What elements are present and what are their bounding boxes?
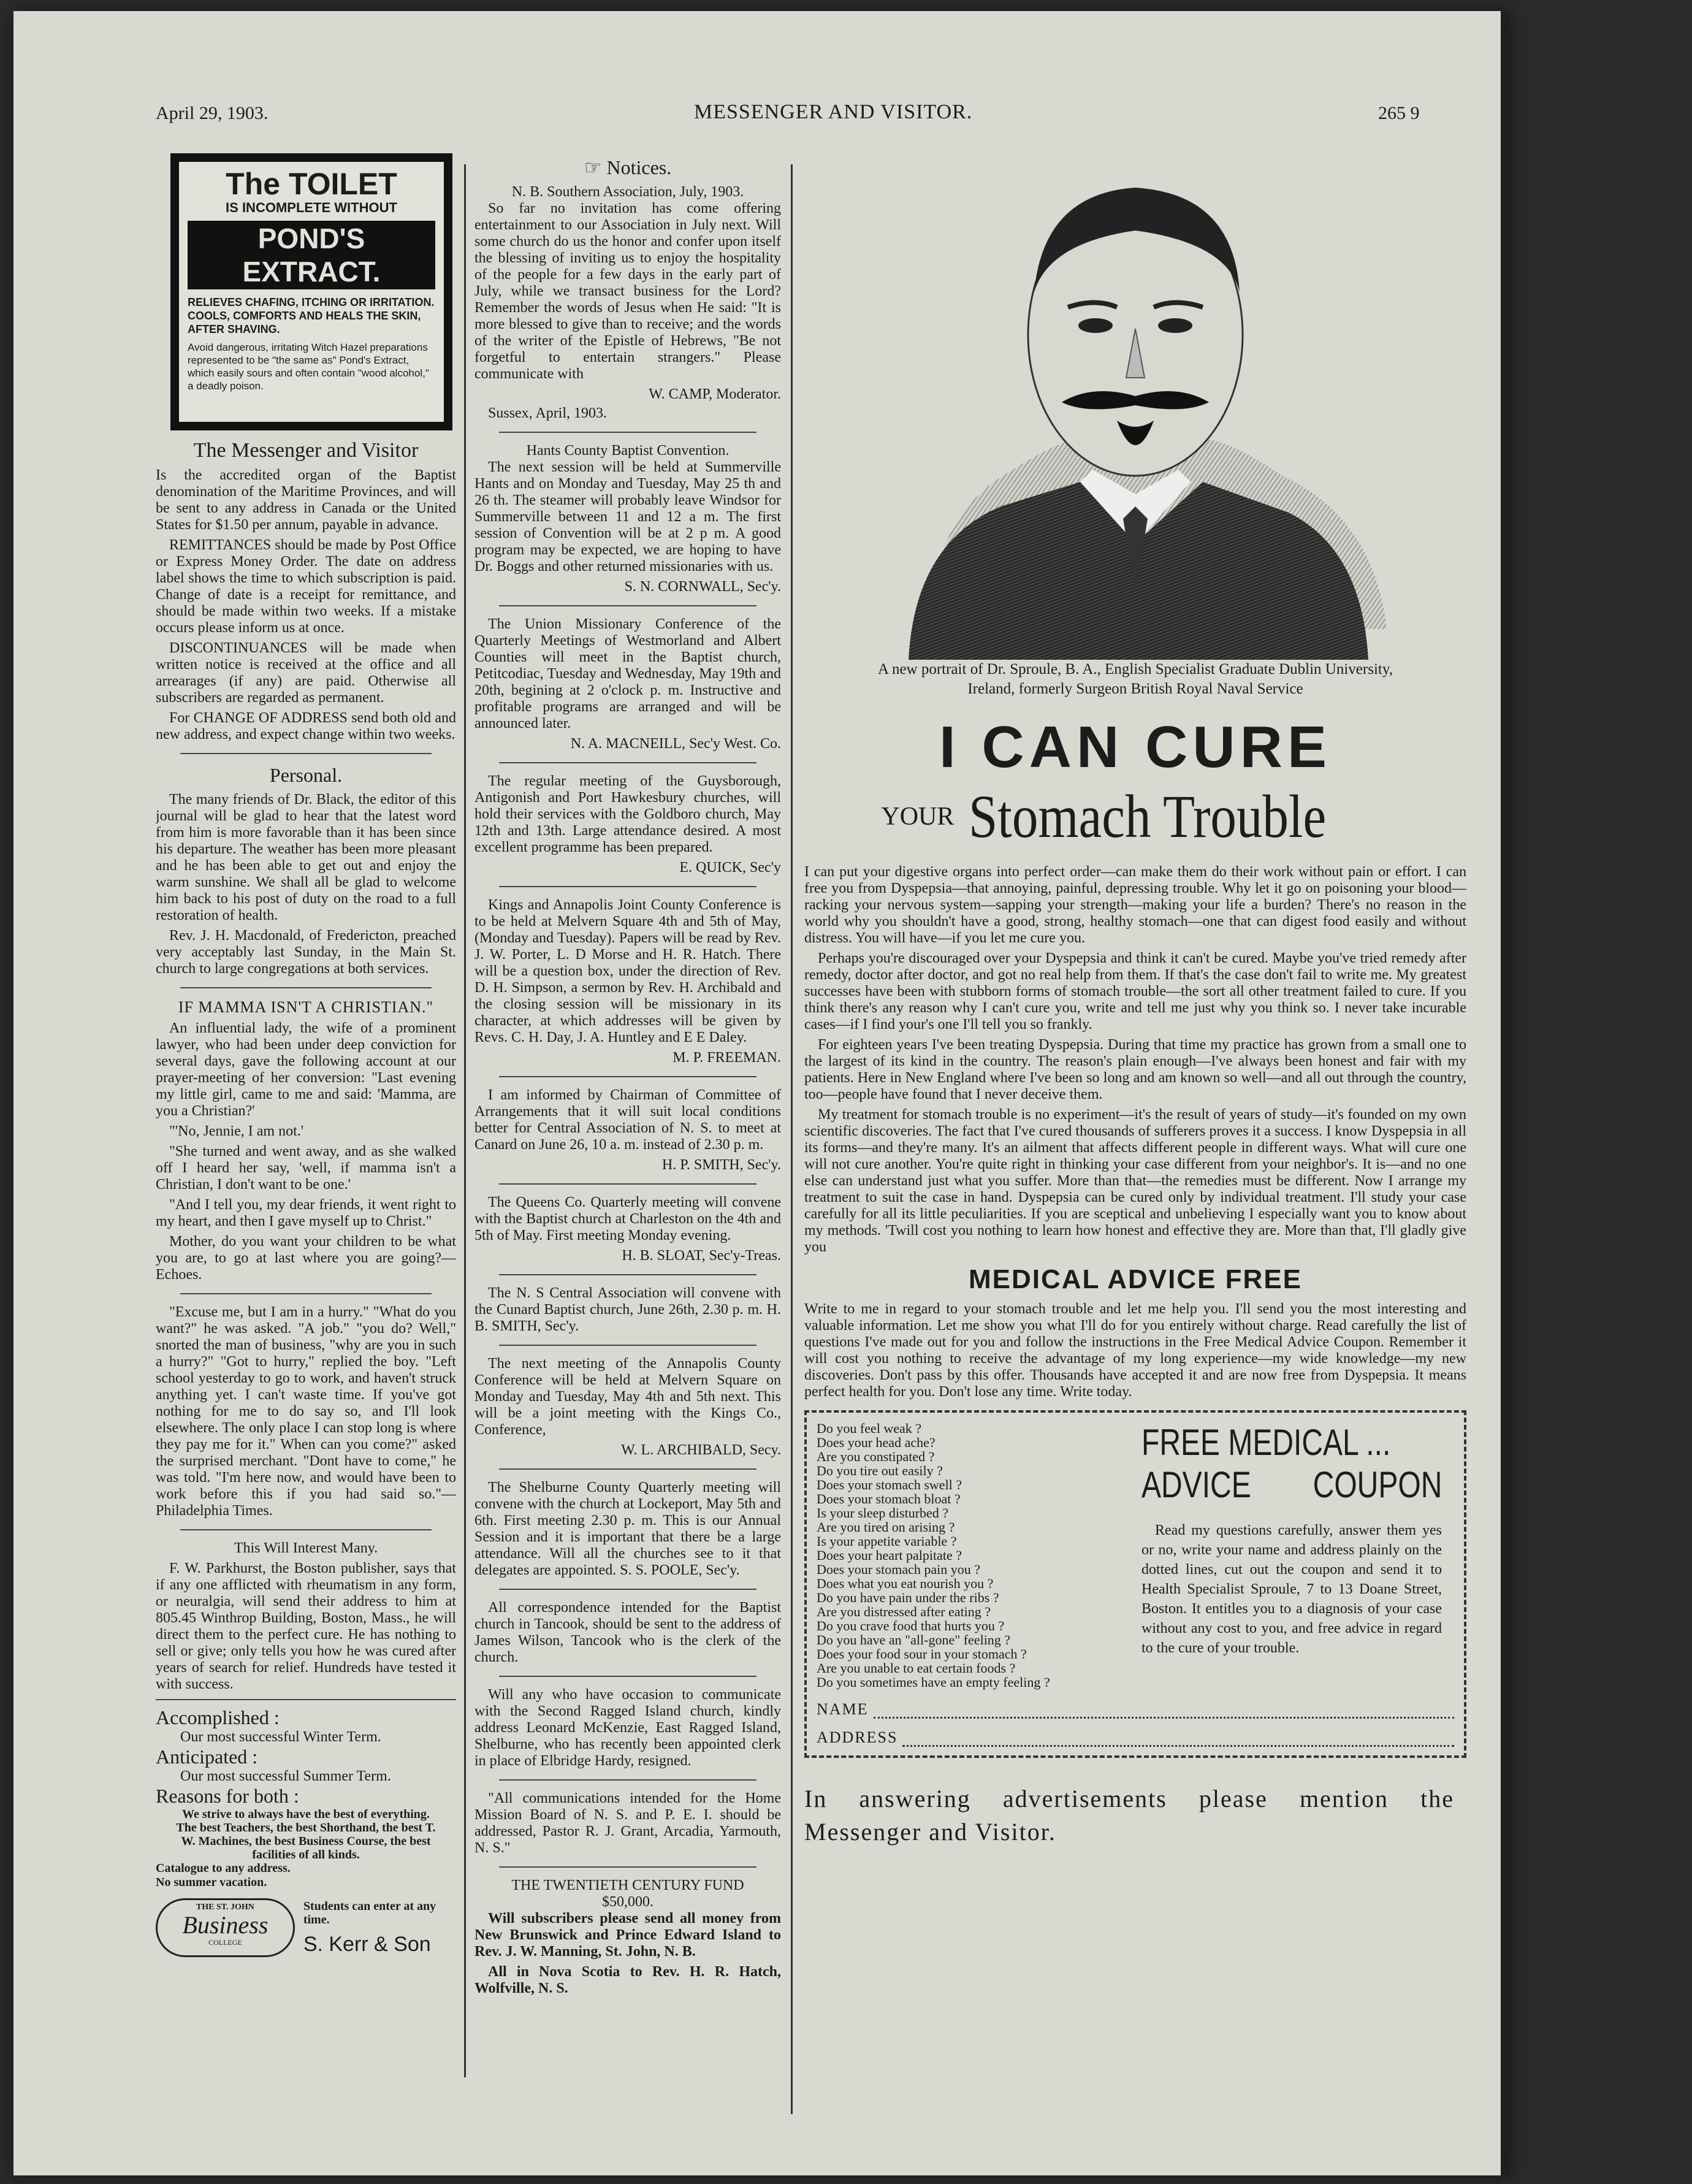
name-field[interactable] [874, 1702, 1454, 1719]
doctor-portrait [859, 151, 1411, 660]
business-college-logo [156, 1898, 295, 1957]
coupon-question: Do you have an "all-gone" feeling ? [817, 1632, 1011, 1648]
mv-paragraph-3: DISCONTINUANCES will be made when written notice is received at the office and all arrearages (if any) are paid. Otherwise all subscribers are regarded as permanent. [156, 640, 456, 706]
coupon [804, 1410, 1466, 1758]
ponds-line-avoid: Avoid dangerous, irritating Witch Hazel preparations represented to be "the same as" Pond's Extract, which easily sours and often contain "wood alcohol," a deadly poison. [188, 342, 429, 392]
mv-title: The Messenger and Visitor [193, 439, 419, 462]
coupon-question: Do you sometimes have an empty feeling ? [817, 1674, 1050, 1690]
divider [156, 1699, 456, 1700]
kerr-name: S. Kerr & Son [303, 1932, 431, 1956]
pointing-hand-icon: ☞ [584, 156, 607, 178]
personal-paragraph-2: Rev. J. H. Macdonald, of Fredericton, preached very acceptably last Sunday, in the Main St. church to large congregations at both services. [156, 928, 456, 977]
divider [499, 1779, 756, 1781]
newspaper-page [13, 11, 1509, 2175]
fund-title: THE TWENTIETH CENTURY FUND [511, 1877, 744, 1893]
coupon-title-1: FREE MEDICAL ... [1141, 1422, 1391, 1463]
anticipated-heading: Anticipated : [156, 1746, 258, 1768]
notice-1-body: So far no invitation has come offering entertainment to our Association in July next. Will some church do us the honor and confer upon itself the blessing of inviting us to enjoy the hospitality of the people for a few days in the early part of July, while we transact business for the Lord? Remember the words of Jesus when He said: "It is more blessed to give than to receive; and the words of the writer of the Epistle of Hebrews, "Be not forgetful to entertain strangers." Please communicate with [474, 200, 781, 382]
notice-7-body: The Queens Co. Quarterly meeting will convene with the Baptist church at Charleston on the 4th and 5th of May. First meeting Monday evening. [474, 1194, 781, 1243]
coupon-question: Is your appetite variable ? [817, 1533, 957, 1549]
ad-headline: I CAN CURE [939, 714, 1332, 780]
divider [499, 1183, 756, 1185]
logo-bottom-text: COLLEGE [208, 1938, 242, 1947]
anticipated-text: Our most successful Summer Term. [180, 1768, 391, 1784]
coupon-question: Does your head ache? [817, 1435, 936, 1450]
coupon-title-advice: ADVICE [1141, 1464, 1251, 1505]
divider [180, 753, 432, 754]
divider [499, 1274, 756, 1275]
mamma-paragraph-1: An influential lady, the wife of a prominent lawyer, who had been under deep conviction for several days, gave the following account at our prayer-meeting of her conversion: "Last evening my little girl, came to me and said: 'Mamma, are you a Christian?' [156, 1020, 456, 1119]
mamma-paragraph-5: Mother, do you want your children to be what you are, to go at last where you are going?—Echoes. [156, 1234, 456, 1283]
ad-paragraph-3: For eighteen years I've been treating Dyspepsia. During that time my practice has grown from a small one to the largest of its kind in the country. The reason's plain enough—I've always been honest and fair with my patients. Here in New England where I've been so long and am known so well—and all out through the country, too—people have found that I never deceive them. [804, 1037, 1466, 1102]
coupon-question: Are you constipated ? [817, 1449, 935, 1464]
coupon-question: Is your sleep disturbed ? [817, 1505, 949, 1521]
divider [180, 1529, 432, 1530]
ponds-line-name: POND'S EXTRACT. [188, 221, 435, 289]
address-field[interactable] [902, 1730, 1454, 1747]
divider [499, 605, 756, 606]
coupon-body: Read my questions carefully, answer them yes or no, write your name and address plainly on the dotted lines, cut out the coupon and send it to Health Specialist Sproule, 7 to 13 Doane Street, Boston. It entitles you to a diagnosis of your case without any cost to you, and free advice in regard to the cure of your trouble. [1141, 1522, 1442, 1656]
mamma-paragraph-2: "'No, Jennie, I am not.' [169, 1123, 304, 1139]
ponds-line-toilet: The TOILET [226, 167, 397, 201]
column-rule-2 [791, 164, 793, 2114]
interest-paragraph: F. W. Parkhurst, the Boston publisher, says that if any one afflicted with rheumatism in any form, or neuralgia, will send their address to him at 805.45 Winthrop Building, Boston, Mass., he will direct them to the perfect cure. He has nothing to sell or give; only tells you how he was cured after years of search for relief. Hundreds have tested it with success. [156, 1560, 456, 1692]
coupon-question: Do you crave food that hurts you ? [817, 1618, 1005, 1633]
header-page-number: 265 9 [1378, 103, 1420, 123]
notice-1-head: N. B. Southern Association, July, 1903. [511, 184, 744, 200]
coupon-address-label: ADDRESS [817, 1728, 898, 1746]
coupon-question: Does your heart palpitate ? [817, 1548, 962, 1563]
business-college-ad [156, 1706, 456, 1957]
ad-stomach-trouble: Stomach Trouble [969, 782, 1327, 850]
ad-your: YOUR [881, 802, 955, 831]
notice-5-signature: M. P. FREEMAN. [673, 1050, 781, 1066]
mv-paragraph-4: For CHANGE OF ADDRESS send both old and new address, and expect change within two weeks. [156, 710, 456, 743]
column-3 [804, 151, 1466, 2150]
notice-3-body: The Union Missionary Conference of the Quarterly Meetings of Westmorland and Albert Counties will meet in the Baptist church, Petitcodiac, Tuesday and Wednesday, May 19th and 20th, begining at 2 o'clock p. m. Instructive and profitable programs are arranged and will be announced later. [474, 616, 781, 731]
ponds-line-incomplete: IS INCOMPLETE WITHOUT [226, 200, 397, 215]
coupon-title-coupon: COUPON [1313, 1464, 1442, 1505]
coupon-question: Does your stomach bloat ? [817, 1491, 961, 1506]
coupon-question: Does your stomach pain you ? [817, 1562, 980, 1577]
mamma-title: IF MAMMA ISN'T A CHRISTIAN." [178, 998, 434, 1016]
divider [499, 1676, 756, 1677]
logo-top-text: THE ST. JOHN [196, 1903, 254, 1912]
reasons-text: We strive to always have the best of everything. The best Teachers, the best Shorthand, the best T. W. Machines, the best Business Course, the best facilities of all kinds. [176, 1808, 436, 1861]
coupon-question: Does your stomach swell ? [817, 1477, 962, 1492]
notice-6-signature: H. P. SMITH, Sec'y. [661, 1157, 781, 1173]
coupon-question: Do you feel weak ? [817, 1421, 922, 1436]
divider [180, 987, 432, 988]
header-date: April 29, 1903. [156, 103, 269, 123]
reasons-heading: Reasons for both : [156, 1785, 299, 1807]
header-title: MESSENGER AND VISITOR. [694, 101, 973, 123]
ad-paragraph-5: Write to me in regard to your stomach trouble and let me help you. I'll send you the most interesting and valuable information. Let me show you what I'll do for you entirely without charge. Read carefully the list of questions I've made out for you and follow the instructions in the Free Medical Advice Coupon. Remember it will cost you nothing to receive the advantage of my long experience—my wide knowledge—my new discoveries. Don't pass by this offer. Thousands have accepted it and are now free from Dyspepsia. It means perfect health for you. Don't lose any time. Write today. [804, 1301, 1466, 1400]
column-1 [156, 151, 456, 2131]
ponds-extract-ad [170, 153, 452, 430]
notice-1-signature: W. CAMP, Moderator. [649, 386, 781, 402]
fund-amount: $50,000. [602, 1894, 654, 1910]
divider [499, 432, 756, 433]
divider [180, 1293, 432, 1294]
mv-paragraph-2: REMITTANCES should be made by Post Office or Express Money Order. The date on address label shows the time to which subscription is paid. Change of date is a receipt for remittance, and should be made within two weeks. If a mistake occurs please inform us at once. [156, 537, 456, 636]
fund-body-2: All in Nova Scotia to Rev. H. R. Hatch, Wolfville, N. S. [474, 1964, 781, 1996]
coupon-question: Does your food sour in your stomach ? [817, 1646, 1027, 1662]
coupon-questions [817, 1421, 1129, 1689]
notice-9-signature: W. L. ARCHIBALD, Secy. [621, 1442, 781, 1458]
mv-paragraph-1: Is the accredited organ of the Baptist denomination of the Maritime Provinces, and will be sent to any address in Canada or the United States for $1.50 per annum, payable in advance. [156, 467, 456, 533]
notice-10-body: The Shelburne County Quarterly meeting will convene with the church at Lockeport, May 5th and 6th. First meeting 2.30 p. m. This is our Annual Session and it is important that there be a large attendance. Will all the churches see to it that delegates are appointed. S. S. POOLE, Sec'y. [474, 1480, 781, 1578]
divider [499, 1589, 756, 1590]
ad-paragraph-2: Perhaps you're discouraged over your Dyspepsia and think it can't be cured. Maybe you've tried remedy after remedy, doctor after doctor, and got no real help from them. If that's the case don't fail to write me. My greatest successes have been with stubborn forms of stomach trouble—the sort all other treatment failed to cure. If you think there's any reason why I can't cure you, write and tell me just why you think so. I never take incurable cases—if I find your's one I'll tell you so frankly. [804, 950, 1466, 1033]
medical-advice-free-heading: MEDICAL ADVICE FREE [968, 1264, 1303, 1294]
footer-notice: In answering advertisements please mention the Messenger and Visitor. [804, 1785, 1454, 1846]
ad-paragraph-4: My treatment for stomach trouble is no experiment—it's the result of years of study—it's founded on my own scientific discoveries. The fact that I've cured thousands of sufferers proves it a success. I know Dyspepsia in all its forms—and they're many. It's an ailment that affects different people in different ways. What will cure one will not cure another. You're quite right in thinking your case different from your neighbor's. It is—and no one else can understand just what you suffer. More than that—the remedies must be different. Now I arrange my treatment to suit the case in hand. Dyspepsia can be cured only by individual treatment. I'll study your case carefully for all its little peculiarities. If you are sceptical and unbelieving I especially want you to know about my methods. 'Twill cost you nothing to learn how honest and effective they are. More than that, I'll gladly give you [804, 1107, 1466, 1255]
notice-2-signature: S. N. CORNWALL, Sec'y. [624, 579, 781, 595]
interest-title: This Will Interest Many. [234, 1540, 378, 1556]
mamma-paragraph-3: "She turned and went away, and as she walked off I heard her say, 'well, if mamma isn't a Christian, I don't want to be one.' [156, 1144, 456, 1193]
notice-2-head: Hants County Baptist Convention. [526, 443, 730, 459]
notice-9-body: The next meeting of the Annapolis County Conference will be held at Melvern Square on Monday and Tuesday, May 4th and 5th next. This will be a joint meeting with the Kings Co., Conference, [474, 1356, 781, 1438]
portrait-caption: A new portrait of Dr. Sproule, B. A., English Specialist Graduate Dublin University, Ireland, formerly Surgeon British Royal Naval Service [878, 661, 1393, 697]
divider [499, 1076, 756, 1077]
notices-title [474, 156, 781, 179]
mamma-paragraph-4: "And I tell you, my dear friends, it went right to my heart, and then I gave myself up to Christ." [156, 1197, 456, 1229]
notice-2-body: The next session will be held at Summerville Hants and on Monday and Tuesday, May 25 th and 26 th. The steamer will probably leave Windsor for Summerville between 11 and 12 a m. The first session of Convention will be at 2 p m. A good program may be expected, we are hoping to have Dr. Boggs and other returned missionaries with us. [474, 459, 781, 575]
notices-title-text: Notices. [606, 156, 672, 178]
notice-11-body: All correspondence intended for the Baptist church in Tancook, should be sent to the address of James Wilson, Tancook who is the clerk of the church. [474, 1600, 781, 1665]
ad-paragraph-1: I can put your digestive organs into perfect order—can make them do their work without pain or effort. I can free you from Dyspepsia—that annoying, painful, depressing trouble. Why let it go on poisoning your blood—racking your nervous system—sapping your strength—making your life a burden? There's no reason in the world why you shouldn't have a good, strong, healthy stomach—one that can digest food easily and without distress. You will have—if you let me cure you. [804, 864, 1466, 946]
notice-12-body: Will any who have occasion to communicate with the Second Ragged Island church, kindly address Leonard McKenzie, East Ragged Island, Shelburne, who has recently been appointed clerk in place of Elbridge Hardy, resigned. [474, 1687, 781, 1769]
notice-8-body: The N. S Central Association will convene with the Cunard Baptist church, June 26th, 2.30 p. m. H. B. SMITH, Sec'y. [474, 1285, 781, 1334]
notice-4-signature: E. QUICK, Sec'y [679, 860, 781, 876]
divider [499, 1345, 756, 1346]
notice-5-body: Kings and Annapolis Joint County Conference is to be held at Melvern Square 4th and 5th of May, (Monday and Tuesday). Papers will be read by Rev. J. W. Porter, L. D Morse and H. R. Hatch. There will be a question box, under the direction of Rev. D. H. Simpson, a sermon by Rev. H. Archibald and the closing session will be missionary in its character, at which addresses will be given by Revs. C. H. Day, J. A. Huntley and E E Daley. [474, 897, 781, 1045]
students-text: Students can enter at any time. [303, 1899, 436, 1926]
ponds-line-relieves: RELIEVES CHAFING, ITCHING OR IRRITATION. COOLS, COMFORTS AND HEALS THE SKIN, AFTER SHAVING. [188, 296, 435, 335]
personal-paragraph-1: The many friends of Dr. Black, the editor of this journal will be glad to hear that the latest word from him is more favorable than it has been since his departure. The weather has been more pleasant and he has been able to get out and enjoy the warm sunshine. We shall all be glad to welcome him back to his post of duty on the road to a full restoration of health. [156, 792, 456, 923]
notice-1-date: Sussex, April, 1903. [488, 405, 608, 421]
coupon-question: Are you distressed after eating ? [817, 1604, 991, 1619]
accomplished-text: Our most successful Winter Term. [180, 1729, 381, 1745]
notice-13-body: "All communications intended for the Home Mission Board of N. S. and P. E. I. should be addressed, Pastor R. J. Grant, Arcadia, Yarmouth, N. S." [474, 1790, 781, 1856]
divider [499, 886, 756, 887]
divider [499, 1468, 756, 1470]
column-2 [474, 151, 781, 2107]
notice-7-signature: H. B. SLOAT, Sec'y-Treas. [622, 1248, 781, 1264]
coupon-question: Are you tired on arising ? [817, 1519, 955, 1535]
accomplished-heading: Accomplished : [156, 1706, 280, 1728]
notice-3-signature: N. A. MACNEILL, Sec'y West. Co. [570, 736, 781, 752]
personal-title: Personal. [269, 764, 343, 786]
divider [499, 1866, 756, 1868]
hurry-paragraph: "Excuse me, but I am in a hurry." "What do you want?" he was asked. "A job." "you do? Well," snorted the man of business, "why are you in such a hurry?" "Got to hurry," replied the boy. "Left school yesterday to go to work, and haven't struck anything yet. I can't waste time. If you've got nothing for me to do say so, and I'll look elsewhere. The only place I can stop long is where they pay me for it." When can you come?" asked the surprised merchant. "Dont have to come," he was told. "I'm here now, and would have been to work before this if you had said so."—Philadelphia Times. [156, 1304, 456, 1519]
divider [499, 762, 756, 763]
coupon-name-label: NAME [817, 1700, 869, 1718]
coupon-question: Do you have pain under the ribs ? [817, 1590, 999, 1605]
coupon-question: Does what you eat nourish you ? [817, 1576, 994, 1591]
coupon-question: Do you tire out easily ? [817, 1463, 943, 1478]
page-edge [1501, 11, 1509, 2175]
logo-script-text: Business [182, 1911, 269, 1939]
coupon-question: Are you unable to eat certain foods ? [817, 1660, 1016, 1676]
fund-body: Will subscribers please send all money from New Brunswick and Prince Edward Island to Rev. J. W. Manning, St. John, N. B. [474, 1911, 781, 1960]
column-rule-1 [464, 164, 466, 2077]
notice-4-body: The regular meeting of the Guysborough, Antigonish and Port Hawkesbury churches, will hold their services with the Goldboro church, May 12th and 13th. Large attendance desired. A most excellent programme has been prepared. [474, 773, 781, 855]
notice-6-body: I am informed by Chairman of Committee of Arrangements that it will suit local conditions better for Central Association of N. S. to meet at Canard on June 26, 10 a. m. instead of 2.30 p. m. [474, 1087, 781, 1153]
no-summer-text: No summer vacation. [156, 1876, 267, 1889]
catalogue-text: Catalogue to any address. [156, 1861, 291, 1875]
